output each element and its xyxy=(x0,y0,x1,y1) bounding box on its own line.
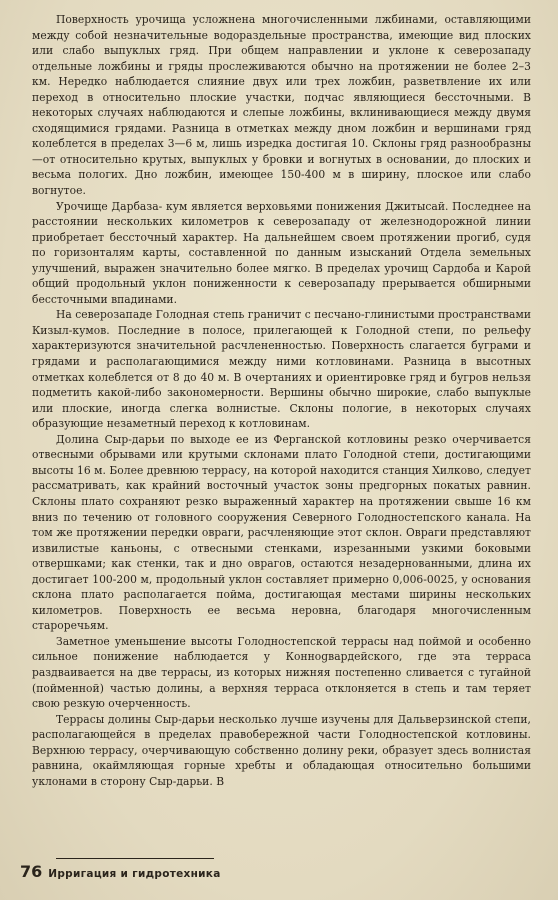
paragraph-terrace-lowering: Заметное уменьшение высоты Голодностепской террасы над поймой и особенно сильное понижение наблюдается у Коннogвардейского, где эта терраса раздваивается на две террасы, из которых нижняя постепенно сливается с тугайной (пойменной) частью долины, а верхняя терраса отклоняется в степь и там теряет свою резкую очерченность. xyxy=(32,634,531,711)
paragraph-dalverzin-terraces: Террасы долины Сыр-дарьи несколько лучше изучены для Дальверзинской степи, располагающейся в пределах правобережной части Голодностепской котловины. Верхнюю террасу, очерчивающую собственно долину реки, образует здесь волнистая равнина, окаймляющая горные хребты и обладающая относительно большими уклонами в сторону Сыр-дарьи. В xyxy=(32,712,531,788)
running-title: Ирригация и гидротехника xyxy=(48,868,221,880)
paragraph-urochishche-surface: Поверхность урочища усложнена многочисленными лжбинами, оставляющими между собой незначительные водораздельные пространства, имеющие вид плоских или слабо выпуклых гряд. При общем направлении и уклоне к северозападу отдельные ложбины и гряды прослеживаются обычно на протяжении не более 2–3 км. Нередко наблюдается слияние двух или трех ложбин, разветвление их или переход в относительно плоские участки, подчас являющиеся бессточными. В некоторых случаях наблюдаются и слепые ложбины, вклинивающиеся между двумя сходящимися грядами. Разница в отметках между дном ложбин и вершинами гряд колеблется в пределах 3—6 м, лишь изредка достигая 10. Склоны гряд разнообразны—от относительно крутых, выпуклых у бровки и вогнутых в основании, до плоских и весьма пологих. Дно ложбин, имеющее 150-400 м в ширину, плоское или слабо вогнутое. xyxy=(32,13,531,198)
body-text xyxy=(32,12,531,789)
page-footer xyxy=(20,862,221,881)
page-number: 76 xyxy=(20,862,43,881)
footer-rule xyxy=(56,858,214,859)
paragraph-kyzyl-kum-border: На северозападе Голодная степь граничит с песчано-глинистыми пространствами Кизыл-кумов. Последние в полосе, прилегающей к Голодной степи, по рельефу характеризуются значительной расчлененностью. Поверхность слагается буграми и грядами и располагающимися между ними котловинами. Разница в высотных отметках колеблется от 8 до 40 м. В очертаниях и ориентировке гряд и бугров нельзя подметить какой-либо закономерности. Вершины обычно широкие, слабо выпуклые или плоские, иногда слегка волнистые. Склоны пологие, в некоторых случаях образующие незаметный переход к котловинам. xyxy=(32,308,531,431)
paragraph-syr-darya-valley: Долина Сыр-дарьи по выходе ее из Ферганской котловины резко очерчивается отвесными обрывами или крутыми склонами плато Голодной степи, достигающими высоты 16 м. Более древнюю террасу, на которой находится станция Хилково, следует рассматривать, как крайний восточный участок зоны предгорных покатых равнин. Склоны плато сохраняют резко выраженный характер на протяжении свыше 16 км вниз по течению от головного сооружения Северного Голодностепского канала. На том же протяжении передки овраги, расчленяющие этот склон. Овраги представляют извилистые каньоны, с отвесными стенками, изрезанными узкими боковыми отвершками; как стенки, так и дно оврагов, остаются незадернованными, длина их достигает 100-200 м, продольный уклон составляет примерно 0,006-0025, у основания склона плато располагается пойма, достигающая местами ширины нескольких километров. Поверхность ее весьма неровна, благодаря многочисленным староречьям. xyxy=(32,432,531,633)
paragraph-darbaza-kum: Урочище Дарбаза- кум является верховьями понижения Джитысай. Последнее на расстоянии нескольких километров к северозападу от железнодорожной линии приобретает бессточный характер. На дальнейшем своем протяжении прогиб, судя по горизонталям карты, составленной по данным изысканий Отдела земельных улучшений, выражен значительно более мягко. В пределах урочищ Сардоба и Карой общий продольный уклон пониженности к северозападу прерывается обширными бессточными впадинами. xyxy=(32,199,531,306)
